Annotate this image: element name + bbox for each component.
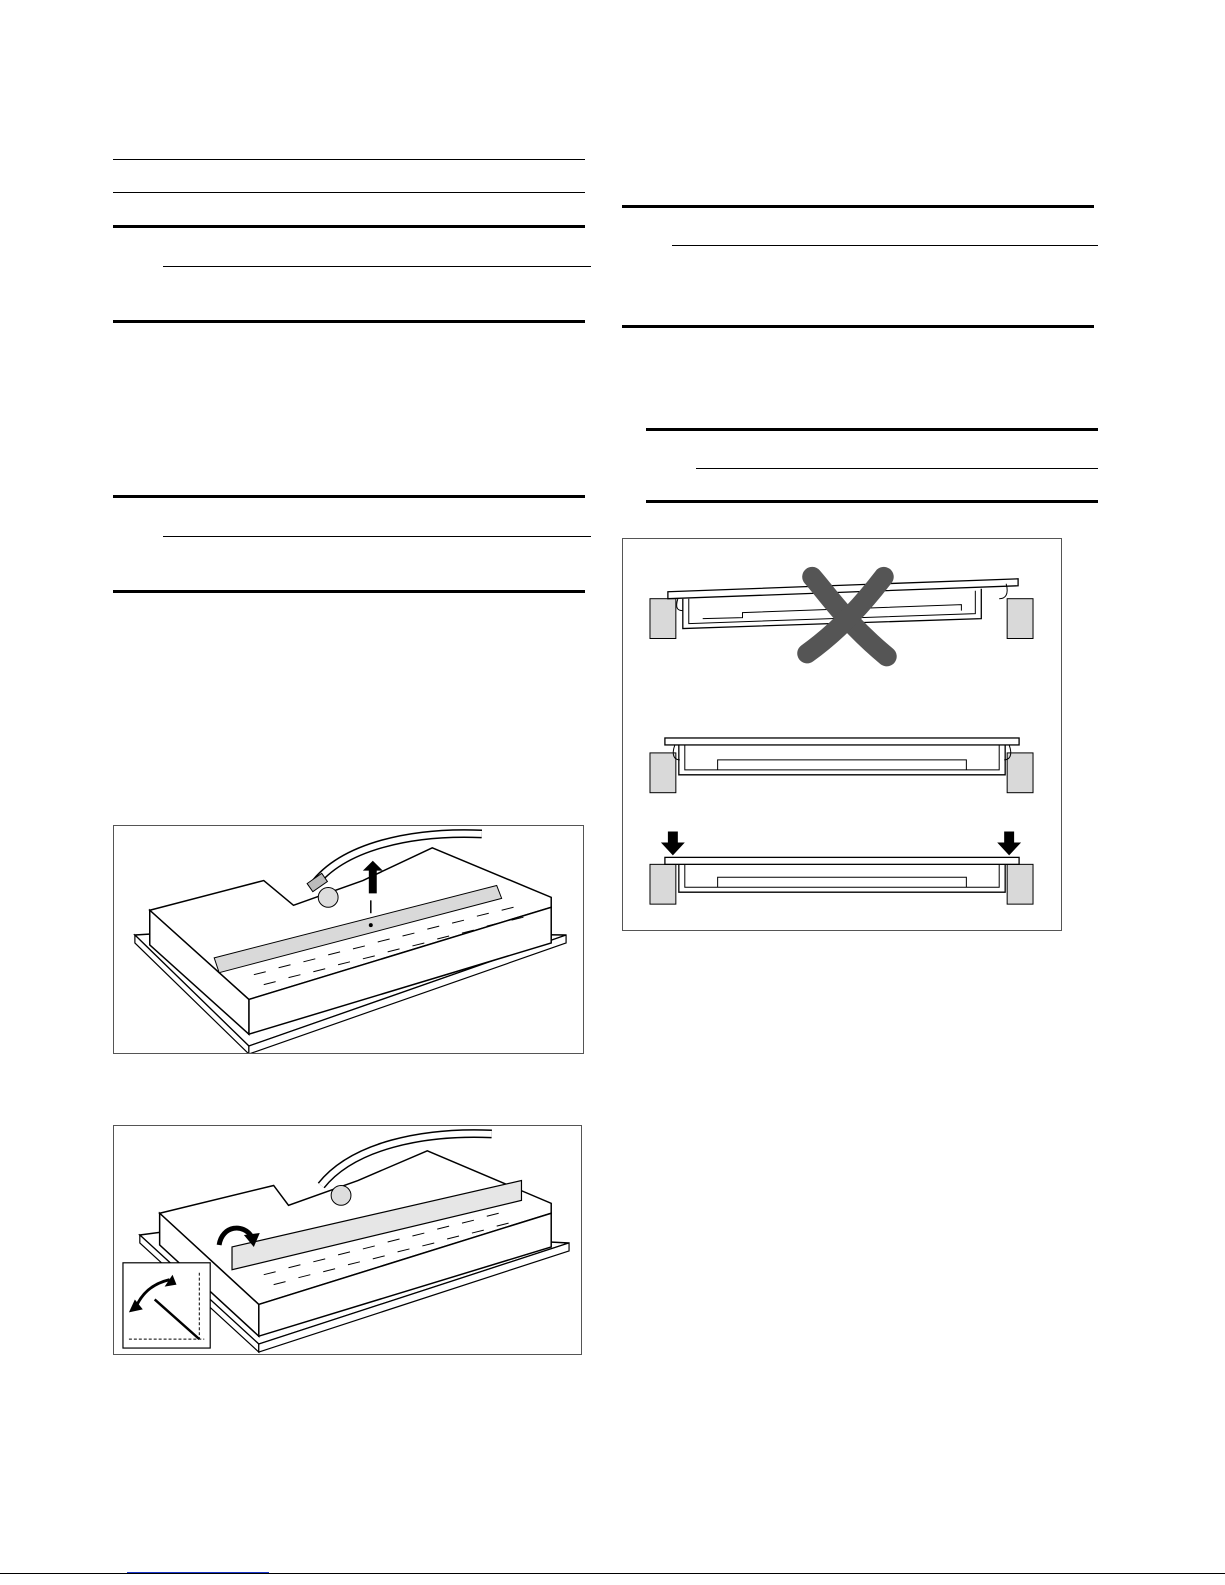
left-subrule-2 xyxy=(163,536,591,537)
footer-rule xyxy=(0,1573,1225,1574)
right-section-rule-4 xyxy=(646,500,1098,503)
seating-wrong xyxy=(650,577,1033,657)
figure-fold-seal xyxy=(113,1125,582,1355)
left-rule-1 xyxy=(113,159,585,160)
arrow-down-icon xyxy=(997,832,1021,856)
left-section-rule-4 xyxy=(113,590,585,593)
right-section-rule-3 xyxy=(646,428,1098,431)
hob-seal-illustration xyxy=(114,1126,581,1354)
left-rule-2 xyxy=(113,192,585,193)
right-subrule-1 xyxy=(672,245,1098,246)
left-section-rule-1 xyxy=(113,225,585,228)
right-section-rule-1 xyxy=(622,205,1094,208)
right-subrule-2 xyxy=(696,468,1098,469)
left-section-rule-2 xyxy=(113,320,585,323)
hob-underside-illustration xyxy=(114,826,583,1053)
hob-seating-illustration xyxy=(623,539,1061,930)
seating-press xyxy=(650,832,1033,905)
figure-hob-seating xyxy=(622,538,1062,931)
seating-correct xyxy=(650,738,1033,793)
left-section-rule-3 xyxy=(113,495,585,498)
left-subrule-1 xyxy=(163,266,591,267)
figure-remove-screw xyxy=(113,825,584,1054)
right-section-rule-2 xyxy=(622,325,1094,328)
arrow-down-icon xyxy=(661,832,685,856)
